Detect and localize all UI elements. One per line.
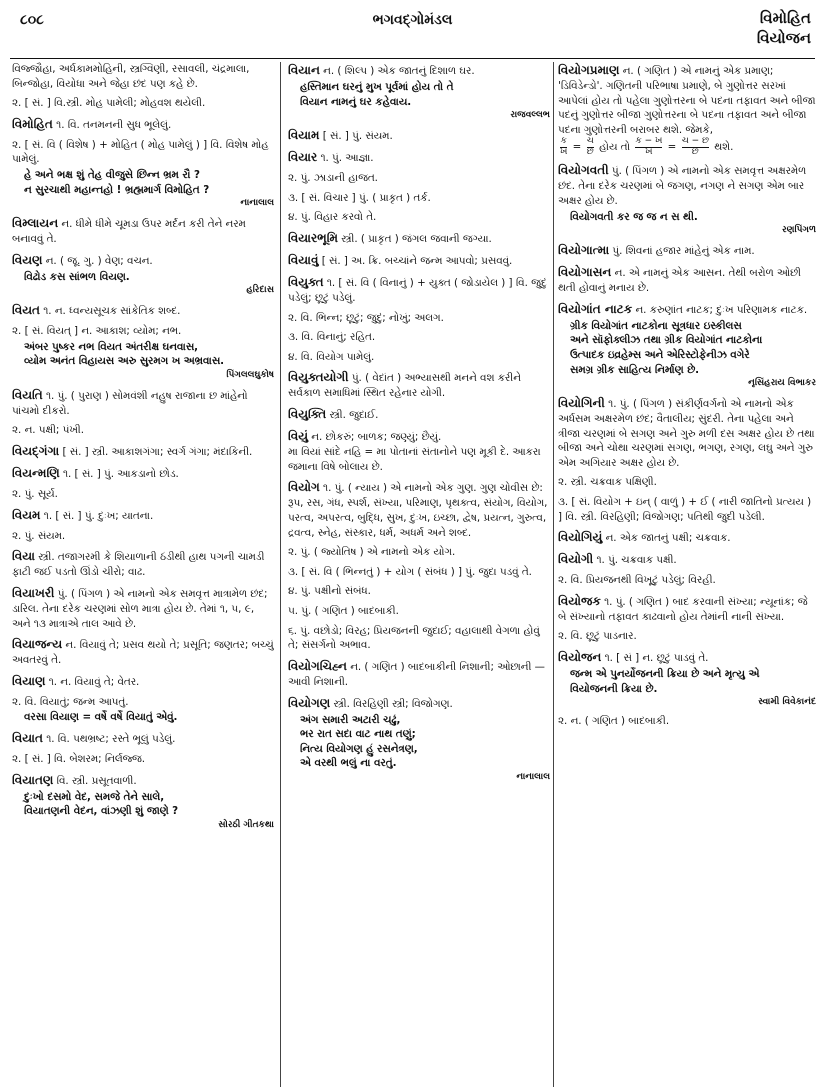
definition: પું. ( પિંગળ ) એ નામનો એક સમવૃત્ત માત્રામેળ છંદ; ડારિલ. તેના દરેક ચરણમાં સોળ માત્રા હોય છે. તેમાં ૧, ૫, ૯, અને ૧૩ માત્રાએ તાલ આવે છે. [12, 587, 268, 630]
headword: વિયુક્ત [288, 274, 324, 289]
entry [12, 752, 274, 767]
entry-text [12, 487, 274, 502]
quotation: ગ્રીક વિયોગાંત નાટકોના સૂત્રધાર ઇસ્કીલસ અને સૉફોક્લીઝ તથા ગ્રીક વિયોગાંત નાટકોના ઉત્પાદક ઇવ્રહેમ્સ અને એરિસ્ટોફેનીઝ વગેરે સમગ્ર ગ્રીક સાહિત્ય નિર્માણ છે. [570, 319, 763, 376]
entry-text [12, 752, 274, 767]
definition: ૨. ન. પક્ષી; પંખી. [12, 424, 85, 437]
entry [558, 62, 816, 157]
entry [12, 138, 274, 210]
headword: વિયોગવતી [558, 163, 609, 178]
entry [288, 230, 550, 247]
quotation: વિયોગવતી કર જ જ ન સ થી. [570, 210, 698, 223]
quotation-source: સ્વામી વિવેકાનંદ [758, 697, 816, 708]
entry [12, 62, 274, 91]
guide-words [757, 8, 811, 49]
definition: ન. એ નામનું એક આસન. તેથી બરોળ ઓછી થતી હોવાનું મનાય છે. [558, 267, 801, 295]
headword: વિમ્લાયન [12, 216, 59, 231]
entry-text [558, 162, 816, 208]
entry-text [288, 252, 550, 269]
entry [288, 584, 550, 599]
quotation-source: હરિદાસ [246, 285, 274, 296]
definition: ૨. [ સં. ] વિ.સ્ત્રી. મોહ પામેલી; મોહવશ થયેલી. [12, 97, 206, 110]
entry [12, 585, 274, 631]
definition: ૨. પું. ઝાડાની હાજત. [288, 172, 378, 185]
entry-text [12, 548, 274, 580]
fraction-numerator: ચ [586, 136, 594, 147]
entry [288, 311, 550, 326]
headword: વિયારભૂમિ [288, 230, 338, 245]
column-divider [280, 62, 281, 1087]
definition: ૨. પું. સૂર્ય. [12, 488, 58, 501]
entry [288, 274, 550, 306]
headword: વિયોગાસન [558, 265, 612, 279]
definition: સ્ત્રી. જુદાઈ. [326, 409, 379, 422]
entry-text [558, 301, 816, 318]
quotation-source: નૃસિંહરાય વિભાકર [748, 378, 816, 389]
entry [12, 507, 274, 524]
entry [12, 548, 274, 580]
entry [288, 658, 550, 690]
definition: ૨. વિ. પ્રિયજનથી વિખૂટું પડેલું; વિરહી. [558, 574, 716, 587]
entry [558, 593, 816, 625]
headword: વિયોગચિહ્ન [288, 658, 347, 673]
definition: ૨. [ સં. વિયત્ ] ન. આકાશ; વ્યોમ; નભ. [12, 325, 182, 338]
headword: વિયામ [288, 128, 320, 143]
column-divider [553, 62, 554, 1087]
headword: વિયા [12, 549, 35, 564]
definition: ન. ( શિલ્પ ) એક જાતનું દિશાળ ઘર. [319, 65, 475, 77]
definition: ૨. પું. સંયમ. [12, 529, 66, 542]
entry [288, 428, 550, 474]
entry-text [12, 302, 274, 319]
headword: વિયોગાંત નાટક [558, 301, 633, 316]
entry-text [12, 529, 274, 544]
entry-text [288, 210, 550, 225]
definition: ૪. પું. વિહાર કરવો તે. [288, 211, 377, 224]
entry-text [12, 138, 274, 167]
entry [288, 252, 550, 269]
headword: વિયદ્ગંગા [12, 443, 60, 458]
headword: વિયાણ [12, 673, 46, 688]
fraction-denominator: ખ [635, 147, 662, 157]
definition: ૨. વિ. વિયાતું; જન્મ આપતું. [12, 695, 129, 708]
definition: ૧. [ સં. ] પું. આકડાનો છોડ. [59, 468, 179, 481]
headword: વિયોજન [558, 650, 602, 665]
definition: ૧. પું. ( પુરાણ ) સોમવંશી નહુષ રાજાના છ માંહેનો પાંચમો દીકરો. [12, 389, 248, 417]
column-1 [12, 62, 274, 1087]
entry-text [558, 62, 816, 137]
quotation-source: રણપિંગળ [782, 225, 816, 236]
entry [558, 529, 816, 546]
entry-text [288, 545, 550, 560]
headword: વિયણ [12, 252, 43, 267]
entry [12, 252, 274, 297]
entry [558, 395, 816, 470]
entry [12, 215, 274, 247]
entry [288, 479, 550, 540]
column-2 [288, 62, 550, 1087]
entry-text [12, 507, 274, 524]
definition: ૧. પું. ( પિંગળ ) સંકીર્ણવર્ગનો એ નામનો એક અર્ધસમ અક્ષરમેળ છંદ; વૈતાલીય; સુંદરી. તેના પહેલા અને ત્રીજા ચરણમાં બે સગણ અને ગુરુ મળી દસ અક્ષર હોય છે તથા બીજા અને ચોથા ચરણમાં સગણ, ભગણ, રગણ, લઘુ અને ગુરુ એમ અગિયાર અક્ષર હોય છે. [558, 397, 815, 469]
usage-example: મા વિયાં સાંદે નહિ = મા પોતાનાં સંતાનોને પણ મૂકી દે. આકરા જમાના વિષે બોલાય છે. [288, 446, 541, 473]
entry-text [558, 529, 816, 546]
definition: સ્ત્રી. ( પ્રાકૃત ) જંગલ જવાની જગ્યા. [337, 232, 492, 245]
entry [288, 171, 550, 186]
quotation: જન્મ એ પુનર્યોજનની ક્રિયા છે અને મૃત્યુ એ વિયોજનની ક્રિયા છે. [570, 668, 760, 695]
entry-text [288, 479, 550, 540]
entry [12, 96, 274, 111]
entry [288, 369, 550, 401]
entry [288, 330, 550, 345]
entry [288, 62, 550, 122]
quotation: અંગ સમારી અટારી ચઢું, ભર રાત સદા વાટ નાથ તણું; નિત્ય વિયોગણ હું રસનેત્રણ, એ વરથી ભલું ના વરતું. [300, 713, 418, 770]
definition: ૫. પું. ( ગણિત ) બાદબાકી. [288, 605, 399, 618]
fraction-numerator: ક − ખ [635, 136, 663, 147]
fraction-denominator: ખ [560, 146, 568, 157]
headword: વિયોજક [558, 593, 601, 608]
entry-text [12, 116, 274, 133]
entry-text [288, 658, 550, 690]
entry-text [288, 62, 550, 79]
quotation: હસ્તિમાન ઘરનું મુખ પૂર્વમાં હોય તો તે વિયાન નામનું ઘર કહેવાય. [300, 81, 454, 108]
entry [558, 629, 816, 644]
entry-text [558, 573, 816, 588]
definition: ૨. [ સં. ] વિ. બેશરમ; નિર્લજ્જ. [12, 753, 145, 766]
entry-text [12, 252, 274, 269]
definition: ન. એક જાતનું પક્ષી; ચક્રવાક. [602, 532, 731, 545]
definition: પું. ( પિંગળ ) એ નામનો એક સમવૃત્ત અક્ષરમેળ છંદ. તેના દરેક ચરણમાં બે જગણ, નગણ ને સગણ એમ બાર અક્ષર હોય છે. [558, 165, 807, 207]
entry [12, 772, 274, 832]
definition: ૩. [ સં. વિચાર ] પું. ( પ્રાકૃત ) તર્ક. [288, 191, 431, 204]
running-title: ભગવદ્ગોમંડલ [372, 12, 453, 28]
headword: વિયન્મણિ [12, 466, 60, 481]
definition: પું. ( વેદાંત ) અભ્યાસથી મનને વશ કરીને સર્વકાળ સમાધિમાં સ્થિત રહેનાર યોગી. [288, 372, 521, 400]
definition: ૧. પું. ( ન્યાય ) એ નામનો એક ગુણ. ગુણ ચોવીસ છે: રૂપ, રસ, ગંધ, સ્પર્શ, સંખ્યા, પરિમાણ, પૃથક્ત્વ, સંયોગ, વિયોગ, પરત્વ, અપરત્વ, બુદ્ધિ, સુખ, દુઃખ, ઇચ્છા, દ્વેષ, પ્રયત્ન, ગુરુત્વ, દ્રવત્વ, સ્નેહ, સંસ્કાર, ધર્મ, અધર્મ અને શબ્દ. [288, 482, 548, 539]
entry-text [288, 369, 550, 401]
headword: વિયુક્તયોગી [288, 370, 349, 385]
guide-word-first: વિમોહિત [759, 9, 811, 27]
entry-text [288, 330, 550, 345]
definition: સ્ત્રી. વિરહિણી સ્ત્રી; વિજોગણ. [330, 697, 453, 710]
definition: વિ. સ્ત્રી. પ્રસૂતવાળી. [53, 774, 137, 787]
entry [558, 301, 816, 390]
entry [12, 730, 274, 747]
entry [12, 695, 274, 725]
entry-text [288, 584, 550, 599]
entry-text [558, 264, 816, 296]
entry-text [12, 673, 274, 690]
headword: વિયોગાત્મા [558, 242, 610, 257]
page-number: ૮૦૮ [20, 12, 44, 28]
entry [558, 475, 816, 490]
entry [288, 624, 550, 653]
entry-text [12, 423, 274, 438]
definition: ૧. [ સં ] ન. છૂટું પાડવું તે. [601, 652, 709, 665]
entry-text [12, 215, 274, 247]
entry-text [288, 350, 550, 365]
quotation-source: રાજવલ્લભ [510, 110, 550, 121]
entry [288, 149, 550, 166]
headword: વિયોગિયું [558, 530, 603, 545]
definition: ૨. વિ. છૂટું પાડનાર. [558, 630, 637, 643]
definition: ૨. ન. ( ગણિત ) બાદબાકી. [558, 715, 670, 728]
entry-text [12, 730, 274, 747]
headword: વિયુક્તિ [288, 407, 327, 422]
fraction-numerator: ચ − છ [681, 136, 709, 147]
entry-text [12, 387, 274, 419]
entry [12, 465, 274, 482]
definition: ૧. [ સં. ] પું. દુઃખ; યાતના. [40, 509, 154, 522]
math-text: હોય તો [599, 141, 631, 154]
quotation: દુઃખો દસમો વેદ, સમજે તેને સાલે, વિયાતણની વેદન, વાંઝણી શું જાણે ? [24, 790, 179, 818]
entry-text [288, 149, 550, 166]
entry [288, 191, 550, 206]
headword: વિયોગપ્રમાણ [558, 63, 620, 77]
headword: વિયાતણ [12, 772, 54, 787]
entry-text [288, 274, 550, 306]
entry-text [558, 395, 816, 470]
entry [558, 573, 816, 588]
definition: ૨. [ સં. વિ ( વિશેષ ) + મોહિત ( મોહ પામેલું ) ] વિ. વિશેષ મોહ પામેલું. [12, 138, 269, 166]
entry-text [288, 624, 550, 653]
entry [288, 565, 550, 580]
entry [12, 487, 274, 502]
entry [558, 495, 816, 524]
entry [12, 423, 274, 438]
headword: વિયાર [288, 150, 318, 165]
fraction-denominator: છ [682, 147, 709, 157]
definition: ન. ધીમે ધીમે ચૂમડા ઉપર મર્દન કરી તેને નરમ બનાવવું તે. [12, 218, 246, 246]
entry [12, 324, 274, 382]
quotation-source: નાનાલાલ [516, 771, 550, 782]
quotation: વિઢોડ કસ સાંભળ વિયણ. [24, 270, 130, 283]
entry-text [288, 565, 550, 580]
definition: વિજ્જૌહા, અર્ધકામમોહિની, સ્ત્રગ્વિણી, રસાવલી, ચંદ્રમાલા, બિન્જોહા, વિયોધા અને જેહા છંદ પણ કહે છે. [12, 63, 250, 90]
definition: ૨. વિ. ભિન્ન; છૂટું; જુદું; નોખું; અલગ. [288, 311, 444, 324]
definition: ૩. [ સં. વિ ( ભિન્નતું ) + યોગ ( સંબંધ ) ] પું. જુદા પડવું તે. [288, 565, 532, 578]
entry [558, 714, 816, 729]
entry-text [288, 604, 550, 619]
entry [288, 350, 550, 365]
fraction-denominator: છ [586, 146, 594, 157]
fraction-numerator: ક [560, 136, 567, 147]
quotation: વરસા વિયાણ = વર્ષે વર્ષે વિયાતું એવું. [24, 711, 178, 724]
entry-text [12, 324, 274, 339]
definition: ૧. [ સં. વિ ( વિનાનું ) + યુક્ત ( જોડાયેલ ) ] વિ. જુદું પડેલું; છૂટું પડેલું. [288, 276, 547, 304]
definition: સ્ત્રી. તજાગરમી કે શિયાળાની ઠંડીથી હાથ પગની ચામડી ફાટી જઈ પડતો ઊંડો ચીરો; વાઢ. [12, 551, 265, 579]
entry-text [12, 695, 274, 710]
definition: ૧. પું. આજ્ઞા. [317, 152, 374, 165]
headword: વિયત [12, 303, 40, 318]
headword: વિયાવું [288, 252, 319, 267]
headword: વિયાન [288, 63, 320, 77]
headword: વિયમ [12, 507, 41, 522]
entry [12, 673, 274, 690]
column-3 [558, 62, 816, 1087]
headword: વિયતિ [12, 387, 43, 402]
definition: ન. વિયાવું તે; પ્રસવ થયો તે; પ્રસૂતિ; જણતર; બચ્ચું અવતરવું તે. [12, 639, 274, 667]
guide-word-last: વિયોજન [756, 29, 811, 48]
quotation-source: નાનાલાલ [240, 198, 274, 209]
entry-text [12, 62, 274, 91]
headword: વિયોગણ [288, 695, 331, 710]
entry-text [558, 242, 816, 259]
definition: ૧. ન. વિયાવું તે; વેતર. [45, 675, 140, 688]
definition: ન. ( જૂ. ગુ. ) વેણ; વચન. [42, 254, 153, 267]
header-rule [10, 58, 815, 59]
quotation-source: સોરઠી ગીતકથા [218, 819, 274, 830]
headword: વિમોહિત [12, 116, 53, 131]
math-example: $\frac{\text{ક}}{\text{ખ}}$ = $\frac{\text{ચ}}{\text{છ}}$ હોય તો $\frac{\text{ક − ખ}}{\text{ખ}}$ = $\frac{\text{ચ − છ}}{\text{છ}}$ થશે. [560, 136, 734, 157]
entry [558, 242, 816, 259]
entry-text [558, 629, 816, 644]
entry-text [12, 465, 274, 482]
headword: વિયાખરી [12, 585, 55, 600]
entry-text [558, 649, 816, 666]
entry-text [288, 171, 550, 186]
fraction [587, 137, 594, 157]
headword: વિયાત [12, 731, 43, 746]
entry [12, 387, 274, 419]
math-text: થશે. [714, 141, 734, 154]
entry-text [558, 475, 816, 490]
fraction [682, 137, 709, 157]
definition: ન. કરુણાંત નાટક; દુઃખ પરિણામક નાટક. [632, 303, 808, 316]
entry-text [288, 230, 550, 247]
entry [12, 529, 274, 544]
entry-text [558, 593, 816, 625]
fraction [635, 137, 662, 157]
fraction [560, 137, 567, 157]
definition: ૧. વિ. પથભ્રષ્ટ; રસ્તે ભૂલું પડેલું. [42, 733, 176, 746]
headword: વિયોગિની [558, 395, 605, 410]
entry-text [558, 495, 816, 524]
definition: ૧. ન. ધ્વન્યસૂચક સાંકેતિક શબ્દ. [39, 305, 181, 318]
entry-text [12, 636, 274, 668]
entry-text [12, 772, 274, 789]
entry [12, 636, 274, 668]
entry-text [558, 551, 816, 568]
headword: વિયોગી [558, 552, 594, 567]
definition: ન. ( ગણિત ) એ નામનું એક પ્રમાણ; 'ડિવિડેન્ડો'. ગણિતની પરિભાષા પ્રમાણે, બે ગુણોત્તર સરખાં આપેલાં હોય તો પહેલા ગુણોત્તરના બે પદના તફાવત અને બીજા પદનું ગુણોત્તર બીજા ગુણોત્તરના બે પદના તફાવત અને બીજા પદના ગુણોત્તરની બરાબર થશે. જેમકે, [558, 65, 816, 136]
definition: ૨. સ્ત્રી. ચક્રવાક પક્ષિણી. [558, 476, 657, 489]
entry [558, 649, 816, 709]
entry [12, 116, 274, 133]
entry [12, 443, 274, 460]
entry-text [558, 714, 816, 729]
quotation: અંબર પુષ્કર નભ વિયત અંતરીક્ષ ઘનવાસ, વ્યોમ અનંત વિહાયસ અરુ સુરમગ ખ અભ્રવાસ. [24, 340, 225, 368]
definition: [ સં. ] સ્ત્રી. આકાશગંગા; સ્વર્ગ ગંગા; મંદાકિની. [59, 445, 253, 458]
definition: ન. ( ગણિત ) બાદબાકીની નિશાની; ઓછાની — આવી નિશાની. [288, 660, 545, 688]
entry-text [12, 96, 274, 111]
definition: ૩. વિ. વિનાનું; રહિત. [288, 331, 376, 344]
entry [288, 127, 550, 144]
entry [288, 545, 550, 560]
entry-text [288, 695, 550, 712]
definition: [ સં. ] પું. સંયમ. [319, 130, 393, 143]
entry [288, 210, 550, 225]
definition: ૧. પું. ચક્રવાક પક્ષી. [593, 554, 677, 567]
entry-text [288, 311, 550, 326]
definition: પું. શિવનાં હજાર માંહેનું એક નામ. [609, 244, 755, 257]
entry-text [288, 406, 550, 423]
entry [288, 695, 550, 784]
entry-text [288, 191, 550, 206]
entry [12, 302, 274, 319]
definition: [ સં. ] અ. ક્રિ. બચ્ચાંને જન્મ આપવો; પ્રસવવું. [318, 254, 513, 267]
entry [558, 162, 816, 237]
definition: ૩. [ સં. વિયોગ + ઇન્ ( વાળું ) + ઈ ( નારી જાતિનો પ્રત્યય ) ] વિ. સ્ત્રી. વિરહિણી; વિજોગણ; પતિથી જુદી પડેલી. [558, 495, 812, 523]
quotation-source: પિંગલલઘુકોષ [226, 369, 274, 380]
definition: ૬. પું. વછોડો; વિરહ; પ્રિયજનની જુદાઈ; વહાલાથી વેગળા હોવું તે; સંસર્ગનો અભાવ. [288, 624, 540, 652]
quotation: હે અને ભક્ષ શું તેહ વીજુસે છિન્ન ભ્રમ રૌ ? ન સુરચાથી મહાન્તહો ! ભ્રહ્મમાર્ગ વિમોહિત ? [24, 169, 210, 196]
definition: ૧. વિ. તનમનની સુધ ભૂલેલું. [52, 118, 172, 131]
entry-text [288, 428, 550, 445]
entry-text [12, 585, 274, 631]
definition: ૨. પું. ( જ્યોતિષ ) એ નામનો એક યોગ. [288, 546, 456, 559]
headword: વિયાજન્ય [12, 637, 63, 652]
definition: ૧. પું. ( ગણિત ) બાદ કરવાની સંખ્યા; ન્યૂનાંક; જે બે સંખ્યાનો તફાવત કાઢવાનો હોય તેમાંની નાની સંખ્યા. [558, 595, 808, 623]
definition: ૪. પું. પક્ષીનો સંબંધ. [288, 585, 371, 598]
definition: ૪. વિ. વિયોગ પામેલું. [288, 350, 375, 363]
entry [558, 264, 816, 296]
entry [288, 406, 550, 423]
entry [288, 604, 550, 619]
definition: ન. છોકરું; બાળક; જણ્યું; છૈયું. [308, 431, 442, 444]
entry [558, 551, 816, 568]
headword: વિયું [288, 429, 309, 444]
entry-text [288, 127, 550, 144]
headword: વિયોગ [288, 480, 320, 495]
entry-text [12, 443, 274, 460]
